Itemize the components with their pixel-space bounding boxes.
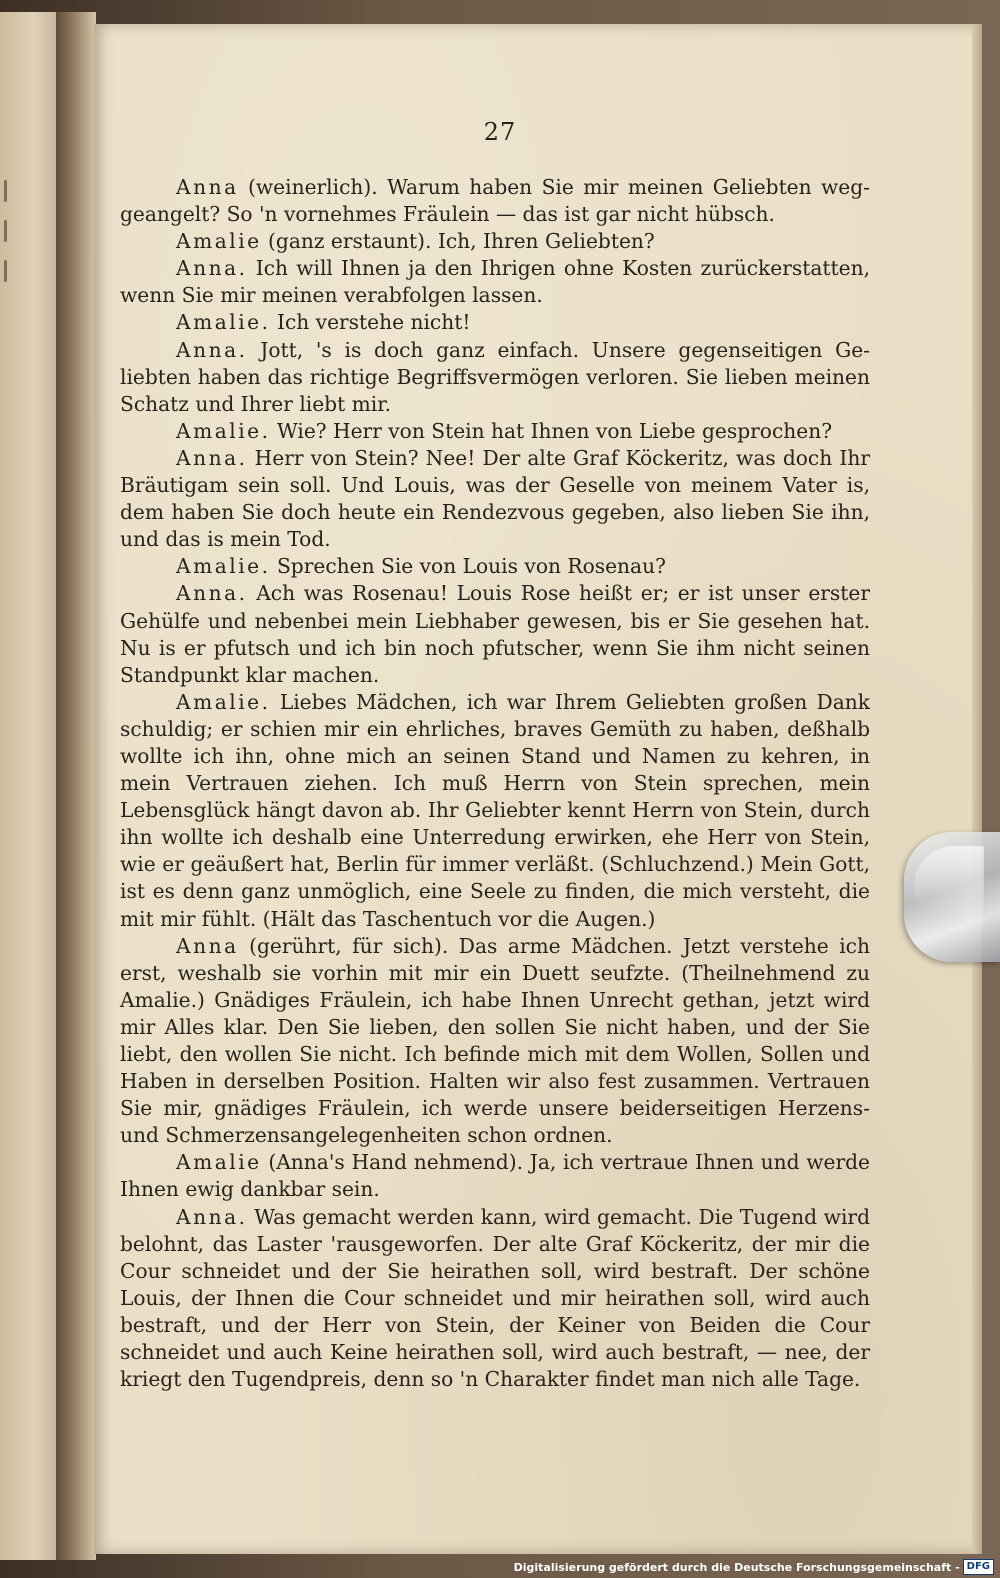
paragraph-text: (gerührt, für sich). Das arme Mädchen. Jetzt verstehe ich erst, weshalb sie vorhin mit mir ein Duett seufzte. (Theilnehmend zu Amalie.) Gnädiges Fräulein, ich habe Ihnen Unrecht gethan, jetzt wird mir Alles klar. Den Sie lieben, den sollen Sie nicht haben, und der Sie liebt, den wollen Sie nicht. Ich befinde mich mit dem Wollen, Sollen und Haben in derselben Position. Halten wir also fest zusammen. Vertrauen Sie mir, gnädiges Fräulein, ich werde unsere beiderseitigen Herzens- und Schmerzensangelegenheiten schon ordnen. <box>120 933 870 1148</box>
speaker-name: Amalie <box>176 1150 262 1175</box>
speaker-name: Anna. <box>176 1204 248 1229</box>
paragraph <box>120 553 870 580</box>
dfg-logo: DFG <box>963 1559 994 1575</box>
paragraph <box>120 174 870 228</box>
book-spine-shadow <box>56 12 96 1560</box>
paragraph-text: Sprechen Sie von Louis von Rosenau? <box>270 554 666 579</box>
paragraph <box>120 418 870 445</box>
speaker-name: Anna. <box>176 445 248 470</box>
paragraph-text: (ganz erstaunt). Ich, Ihren Geliebten? <box>261 229 655 254</box>
paragraph <box>120 689 870 933</box>
paragraph-text: Herr von Stein? Nee! Der alte Graf Köckeritz, was doch Ihr Bräutigam sein soll. Und Louis, was der Geselle von meinem Vater is, dem haben Sie doch heute ein Rendezvous gegeben, also lieben Sie ihn, und das is mein Tod. <box>120 445 870 552</box>
speaker-name: Anna. <box>176 581 248 606</box>
speaker-name: Anna. <box>176 256 248 281</box>
paragraph-text: Ich will Ihnen ja den Ihrigen ohne Kosten zurückerstatten, wenn Sie mir meinen verabfolgen lassen. <box>120 256 870 308</box>
paragraph <box>120 255 870 309</box>
paragraph-text: Jott, 's is doch ganz einfach. Unsere gegenseitigen Geliebten haben das richtige Begriffsvermögen verloren. Sie lieben meinen Schatz und Ihrer liebt mir. <box>120 337 870 416</box>
paragraph-text: Was gemacht werden kann, wird gemacht. Die Tugend wird belohnt, das Laster 'rausgeworfen. Der alte Graf Köckeritz, der mir die Cour schneidet und der Sie heirathen soll, wird bestraft. Der schöne Louis, der Ihnen die Cour schneidet und mir heirathen soll, wird auch bestraft, und der Herr von Stein, der Keiner von Beiden die Cour schneidet und auch Keine heirathen soll, wird auch bestraft, — nee, der kriegt den Tugendpreis, denn so 'n Charakter findet man nich alle Tage. <box>120 1204 870 1392</box>
paragraph-text: (weinerlich). Warum haben Sie mir meinen Geliebten weggeangelt? So 'n vornehmes Fräulein — das ist gar nicht hübsch. <box>120 175 870 227</box>
speaker-name: Anna <box>176 933 239 958</box>
page-edge <box>972 24 982 1554</box>
speaker-name: Anna. <box>176 337 248 362</box>
bleed-mark <box>4 260 7 282</box>
credit-text: Digitalisierung gefördert durch die Deutsche Forschungsgemeinschaft - <box>513 1560 960 1574</box>
paragraph <box>120 1204 870 1394</box>
paragraph <box>120 933 870 1150</box>
paragraph <box>120 445 870 553</box>
facing-page-edge <box>0 12 58 1560</box>
paragraph <box>120 228 870 255</box>
page-clip <box>904 832 1000 962</box>
paragraph-text: Ach was Rosenau! Louis Rose heißt er; er ist unser erster Gehülfe und nebenbei mein Liebhaber gewesen, bis er Sie gesehen hat. Nu is er pfutsch und ich bin noch pfutscher, wenn Sie ihm nicht seinen Standpunkt klar machen. <box>120 581 870 687</box>
paragraph <box>120 309 870 336</box>
bleed-mark <box>4 220 7 242</box>
paragraph-text: Ich verstehe nicht! <box>270 310 471 335</box>
bleed-mark <box>4 180 7 202</box>
speaker-name: Amalie. <box>176 689 271 714</box>
paragraph <box>120 1149 870 1203</box>
paragraph-text: (Anna's Hand nehmend). Ja, ich vertraue Ihnen und werde Ihnen ewig dankbar sein. <box>120 1150 870 1202</box>
page-text <box>120 174 870 1393</box>
paragraph-text: Liebes Mädchen, ich war Ihrem Geliebten großen Dank schuldig; er schien mir ein ehrliches, braves Gemüth zu haben, deßhalb wollte ich ihn, ohne mich an seinen Stand und Namen zu kehren, in mein Vertrauen ziehen. Ich muß Herrn von Stein sprechen, mein Lebensglück hängt davon ab. Ihr Geliebter kennt Herrn von Stein, durch ihn wollte ich deshalb eine Unterredung erwirken, ehe Herr von Stein, wie er geäußert hat, Berlin für immer verläßt. (Schluchzend.) Mein Gott, ist es denn ganz unmöglich, eine Seele zu finden, die mich versteht, die mit mir fühlt. (Hält das Taschentuch vor die Augen.) <box>120 689 870 931</box>
paragraph <box>120 337 870 418</box>
paragraph-text: Wie? Herr von Stein hat Ihnen von Liebe gesprochen? <box>270 418 833 443</box>
page-number: 27 <box>483 118 517 146</box>
speaker-name: Amalie <box>176 229 262 254</box>
speaker-name: Amalie. <box>176 310 271 335</box>
digitization-credit <box>514 1559 994 1575</box>
speaker-name: Anna <box>176 175 239 199</box>
paragraph <box>120 580 870 688</box>
speaker-name: Amalie. <box>176 418 271 443</box>
speaker-name: Amalie. <box>176 554 271 579</box>
